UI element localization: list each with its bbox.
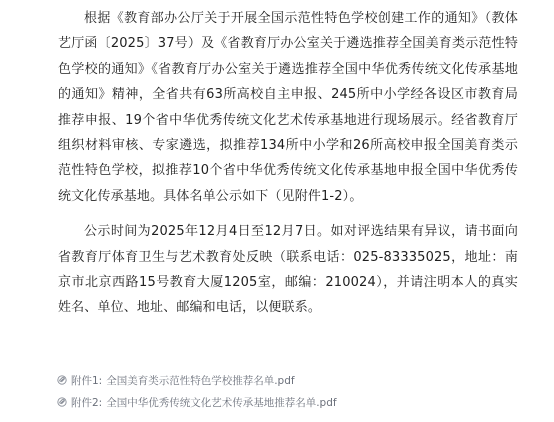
- attachment-link-2[interactable]: [57, 392, 537, 412]
- attachment-label: 附件2:: [71, 396, 103, 409]
- attachment-filename[interactable]: 全国中华优秀传统文化艺术传承基地推荐名单.pdf: [106, 396, 337, 409]
- attachment-filename[interactable]: 全国美育类示范性特色学校推荐名单.pdf: [106, 374, 295, 387]
- notice-paragraph-1: 根据《教育部办公厅关于开展全国示范性特色学校创建工作的通知》（教体艺厅函〔2025〕37号）及《省教育厅办公室关于遴选推荐全国美育类示范性特色学校的通知》《省教育厅办公室关于遴选推荐全国中华优秀传统文化传承基地的通知》精神，全省共有63所高校自主申报、245所中小学经各设区市教育局推荐申报、19个省中华优秀传统文化艺术传承基地进行现场展示。经省教育厅组织材料审核、专家遴选，拟推荐134所中小学和26所高校申报全国美育类示范性特色学校，拟推荐10个省中华优秀传统文化传承基地申报全国中华优秀传统文化传承基地。具体名单公示如下（见附件1-2）。: [58, 11, 518, 204]
- paperclip-icon: [57, 397, 67, 407]
- notice-paragraph-2: 公示时间为2025年12月4日至12月7日。如对评选结果有异议，请书面向省教育厅体育卫生与艺术教育处反映（联系电话：025-83335025，地址：南京市北京西路15号教育大厦1205室，邮编：210024），并请注明本人的真实姓名、单位、地址、邮编和电话，以便联系。: [58, 224, 518, 316]
- paperclip-icon: [57, 375, 67, 385]
- attachment-list: [57, 370, 537, 414]
- attachment-link-1[interactable]: [57, 370, 537, 390]
- notice-body: [58, 6, 518, 321]
- attachment-label: 附件1:: [71, 374, 103, 387]
